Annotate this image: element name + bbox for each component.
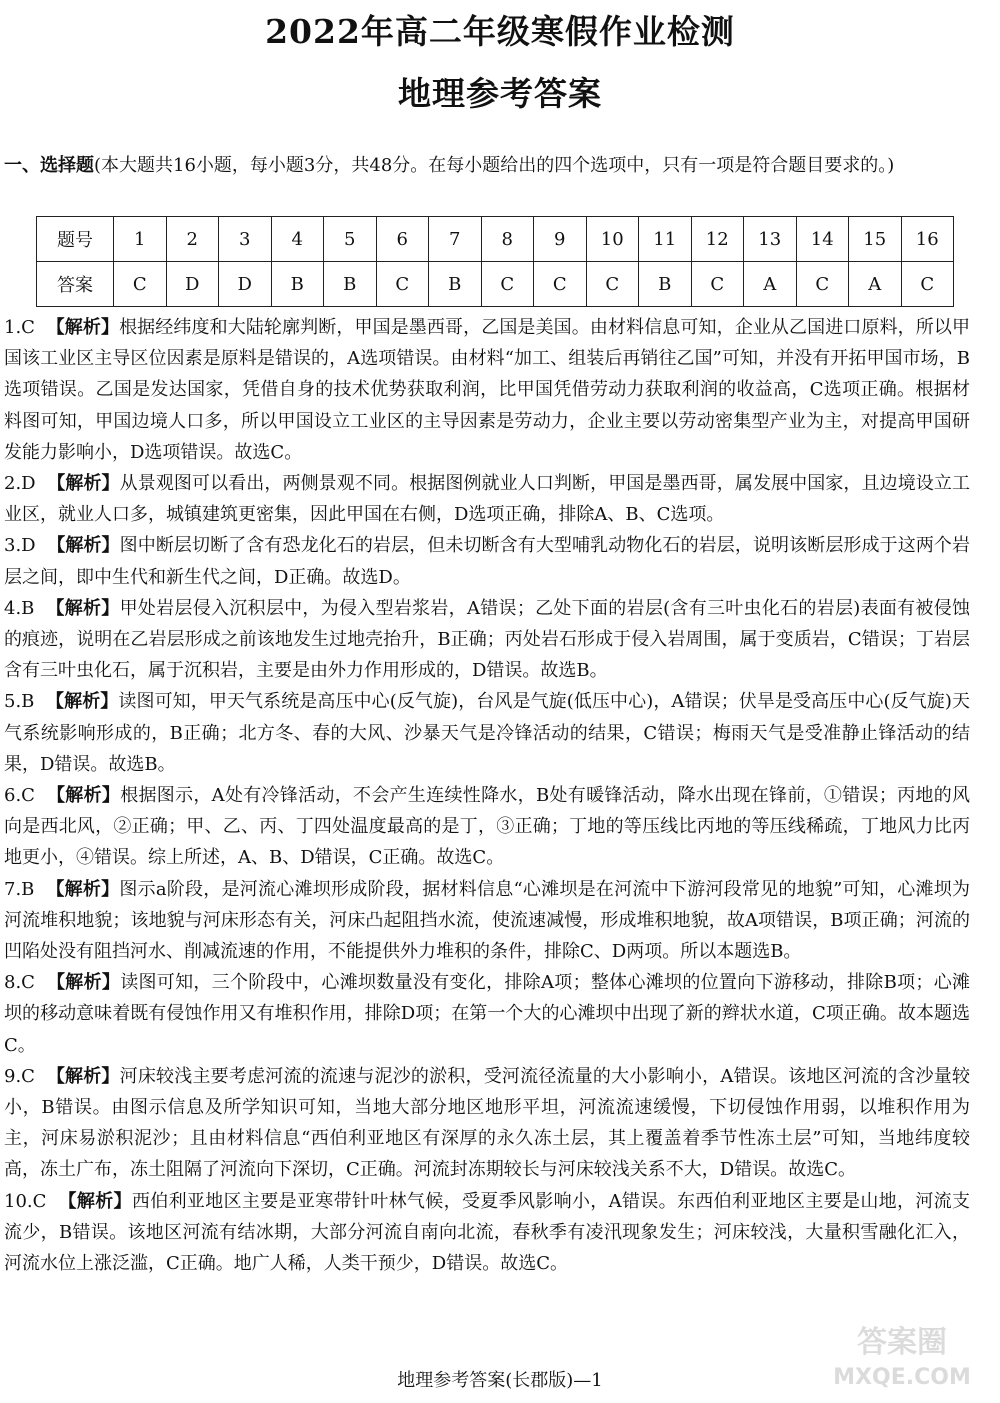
analysis-tag: 【解析】 [46, 691, 119, 713]
explanation-text: 甲处岩层侵入沉积层中，为侵入型岩浆岩，A错误；乙处下面的岩层(含有三叶虫化石的岩层)表面有被侵蚀的痕迹，说明在乙岩层形成之前该地发生过地壳抬升，B正确；丙处岩石形成于侵入岩周围，属于变质岩，C错误；丁岩层含有三叶虫化石，属于沉积岩，主要是由外力作用形成的，D错误。故选B。 [4, 597, 970, 682]
question-number: 7 [429, 217, 482, 262]
question-number: 8 [481, 217, 534, 262]
answer-cell: C [901, 262, 954, 307]
explanation-item [4, 468, 970, 530]
question-number: 3 [219, 217, 272, 262]
analysis-tag: 【解析】 [47, 535, 120, 557]
question-number: 11 [639, 217, 692, 262]
watermark-line-2: MXQE.COM [833, 1365, 971, 1390]
analysis-tag: 【解析】 [47, 785, 121, 807]
explanation-item [4, 686, 970, 780]
analysis-tag: 【解析】 [47, 972, 121, 994]
analysis-tag: 【解析】 [46, 878, 120, 900]
explanation-number: 4.B [4, 597, 35, 619]
answer-cell: C [691, 262, 744, 307]
explanation-number: 2.D [4, 473, 36, 495]
answer-cell: C [534, 262, 587, 307]
explanation-text: 图示a阶段，是河流心滩坝形成阶段，据材料信息“心滩坝是在河流中下游河段常见的地貌”可知，心滩坝为河流堆积地貌；该地貌与河床形态有关，河床凸起阻挡水流，使流速减慢，形成堆积地貌，故A项错误，B项正确；河流的凹陷处没有阻挡河水、削减流速的作用，不能提供外力堆积的条件，排除C、D两项。所以本题选B。 [4, 878, 970, 963]
explanation-item [4, 874, 970, 968]
question-number: 9 [534, 217, 587, 262]
answer-cell: B [639, 262, 692, 307]
question-number: 16 [901, 217, 954, 262]
explanation-item [4, 1186, 970, 1280]
question-number: 1 [114, 217, 167, 262]
section-instructions: (本大题共16小题，每小题3分，共48分。在每小题给出的四个选项中，只有一项是符合题目要求的。) [94, 155, 895, 176]
explanation-number: 7.B [4, 878, 35, 900]
question-number: 15 [849, 217, 902, 262]
answer-cell: C [796, 262, 849, 307]
section-intro [4, 152, 972, 180]
explanation-number: 1.C [4, 317, 35, 338]
explanation-text: 根据图示，A处有冷锋活动，不会产生连续性降水，B处有暖锋活动，降水出现在锋前，①错误；丙地的风向是西北风，②正确；甲、乙、丙、丁四处温度最高的是丁，③正确；丁地的等压线比丙地的等压线稀疏，丁地风力比丙地更小，④错误。综上所述，A、B、D错误，C正确。故选C。 [4, 785, 970, 869]
watermark-line-1: 答案圈 [857, 1325, 947, 1360]
explanation-item [4, 312, 970, 468]
page-footer: 地理参考答案(长郡版)—1 [397, 1370, 603, 1391]
explanation-number: 5.B [4, 691, 35, 713]
explanation-text: 河床较浅主要考虑河流的流速与泥沙的淤积，受河流径流量的大小影响小，A错误。该地区河流的含沙量较小，B错误。由图示信息及所学知识可知，当地大部分地区地形平坦，河流流速缓慢，下切侵蚀作用弱，以堆积作用为主，河床易淤积泥沙；且由材料信息“西伯利亚地区有深厚的永久冻土层，其上覆盖着季节性冻土层”可知，当地纬度较高，冻土广布，冻土阻隔了河流向下深切，C正确。河流封冻期较长与河床较浅关系不大，D错误。故选C。 [4, 1065, 971, 1181]
question-number: 12 [691, 217, 744, 262]
page-subtitle: 地理参考答案 [398, 74, 602, 113]
explanation-item [4, 530, 970, 592]
analysis-tag: 【解析】 [46, 597, 120, 619]
answer-cell: C [114, 262, 167, 307]
question-number: 14 [796, 217, 849, 262]
answer-row-label: 答案 [37, 262, 114, 307]
answer-cell: B [271, 262, 324, 307]
answer-cell: A [849, 262, 902, 307]
analysis-tag: 【解析】 [47, 473, 120, 495]
explanation-text: 读图可知，甲天气系统是高压中心(反气旋)，台风是气旋(低压中心)，A错误；伏旱是受高压中心(反气旋)天气系统影响形成的，B正确；北方冬、春的大风、沙暴天气是冷锋活动的结果，C错误；梅雨天气是受准静止锋活动的结果，D错误。故选B。 [4, 691, 970, 775]
number-row-label: 题号 [37, 217, 114, 262]
explanation-text: 从景观图可以看出，两侧景观不同。根据图例就业人口判断，甲国是墨西哥，属发展中国家，且边境设立工业区，就业人口多，城镇建筑更密集，因此甲国在右侧，D选项正确，排除A、B、C选项。 [4, 473, 971, 526]
explanation-item [4, 593, 970, 687]
explanations-list [4, 312, 970, 1279]
explanation-number: 9.C [4, 1065, 35, 1087]
answer-cell: C [481, 262, 534, 307]
answer-cell: B [429, 262, 482, 307]
answer-cell: D [219, 262, 272, 307]
question-number: 10 [586, 217, 639, 262]
explanation-text: 西伯利亚地区主要是亚寒带针叶林气候，受夏季风影响小，A错误。东西伯利亚地区主要是山地，河流支流少，B错误。该地区河流有结冰期，大部分河流自南向北流，春秋季有凌汛现象发生；河床较浅，大量积雪融化汇入，河流水位上涨泛滥，C正确。地广人稀，人类干预少，D错误。故选C。 [4, 1190, 971, 1275]
answer-table-answer-row [37, 262, 954, 307]
answer-cell: A [744, 262, 797, 307]
analysis-tag: 【解析】 [58, 1190, 132, 1212]
explanation-item [4, 780, 970, 874]
page-title: 2022年高二年级寒假作业检测 [265, 12, 735, 51]
explanation-text: 根据经纬度和大陆轮廓判断，甲国是墨西哥，乙国是美国。由材料信息可知，企业从乙国进口原料，所以甲国该工业区主导区位因素是原料是错误的，A选项错误。由材料“加工、组装后再销往乙国”可知，并没有开拓甲国市场，B选项错误。乙国是发达国家，凭借自身的技术优势获取利润，比甲国凭借劳动力获取利润的收益高，C选项正确。根据材料图可知，甲国边境人口多，所以甲国设立工业区的主导因素是劳动力，企业主要以劳动密集型产业为主，对提高甲国研发能力影响小，D选项错误。故选C。 [4, 317, 971, 463]
explanation-item [4, 967, 970, 1061]
explanation-number: 10.C [4, 1190, 47, 1212]
explanation-text: 图中断层切断了含有恐龙化石的岩层，但未切断含有大型哺乳动物化石的岩层，说明该断层形成于这两个岩层之间，即中生代和新生代之间，D正确。故选D。 [4, 535, 971, 588]
question-number: 6 [376, 217, 429, 262]
answer-cell: C [376, 262, 429, 307]
explanation-number: 6.C [4, 785, 35, 807]
analysis-tag: 【解析】 [46, 317, 120, 338]
answer-cell: D [166, 262, 219, 307]
analysis-tag: 【解析】 [46, 1065, 120, 1087]
question-number: 5 [324, 217, 377, 262]
question-number: 2 [166, 217, 219, 262]
answer-table [36, 216, 954, 307]
explanation-item [4, 1061, 970, 1186]
question-number: 4 [271, 217, 324, 262]
question-number: 13 [744, 217, 797, 262]
answer-table-number-row [37, 217, 954, 262]
explanation-number: 3.D [4, 535, 36, 557]
section-heading: 一、选择题 [4, 155, 94, 176]
answer-cell: C [586, 262, 639, 307]
explanation-number: 8.C [4, 972, 35, 994]
explanation-text: 读图可知，三个阶段中，心滩坝数量没有变化，排除A项；整体心滩坝的位置向下游移动，排除B项；心滩坝的移动意味着既有侵蚀作用又有堆积作用，排除D项；在第一个大的心滩坝中出现了新的辫状水道，C项正确。故本题选C。 [4, 972, 970, 1056]
answer-cell: B [324, 262, 377, 307]
